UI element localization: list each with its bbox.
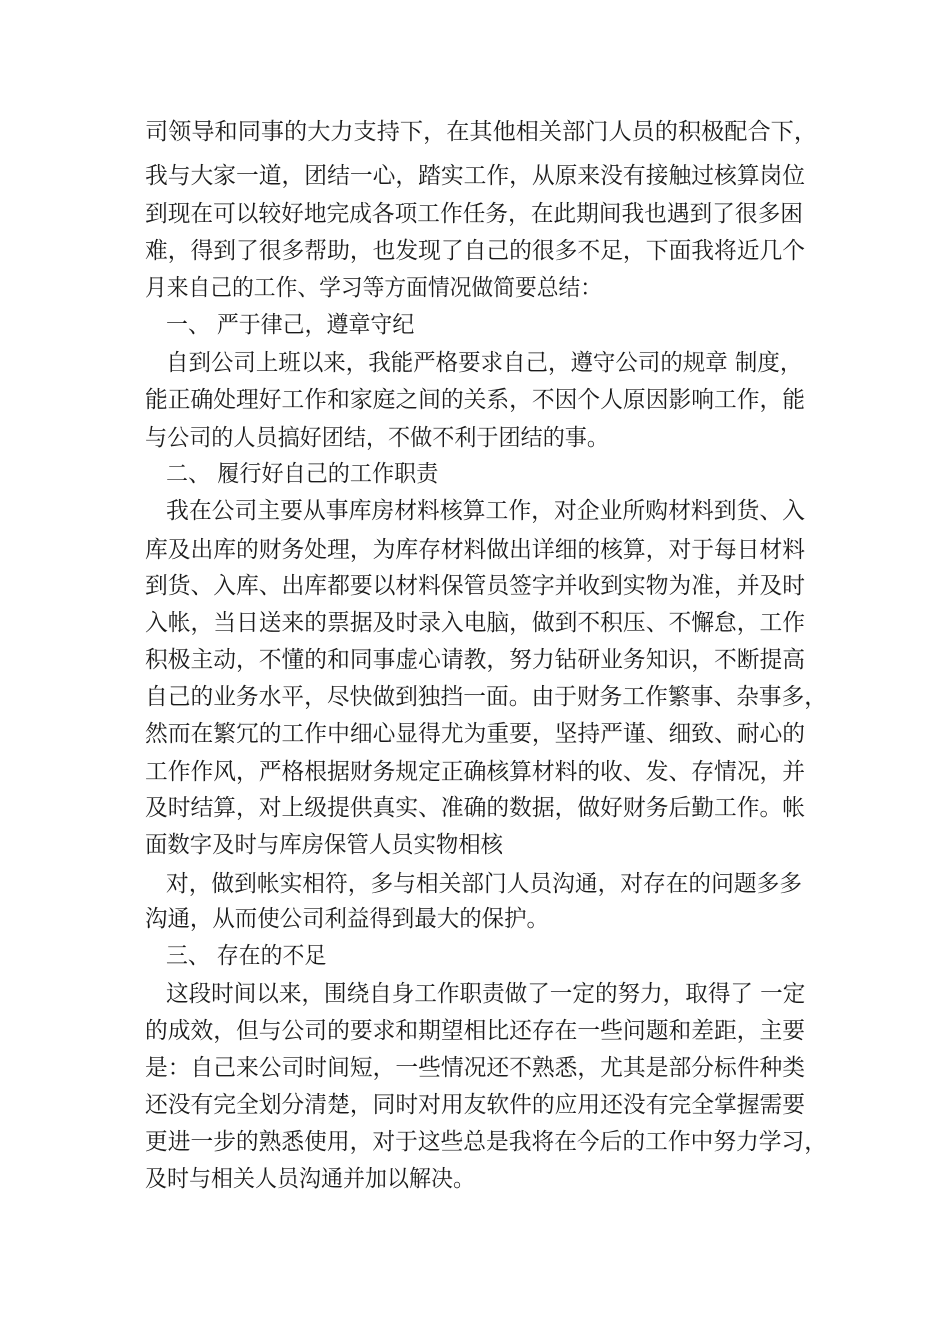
section-heading: 三、 存在的不足: [166, 943, 327, 969]
text-line: 月来自己的工作、学习等方面情况做简要总结：: [145, 275, 602, 301]
text-line: 的成效，但与公司的要求和期望相比还存在一些问题和差距，主要: [145, 1018, 805, 1044]
text-line: 司领导和同事的大力支持下，在其他相关部门人员的积极配合下，: [145, 119, 817, 145]
section-heading: 一、 严于律己，遵章守纪: [166, 312, 415, 338]
text-line: 对，做到帐实相符，多与相关部门人员沟通，对存在的问题多多: [166, 871, 802, 897]
text-line: 能正确处理好工作和家庭之间的关系，不因个人原因影响工作，能: [145, 387, 805, 413]
text-line: 面数字及时与库房保管人员实物相核: [145, 832, 503, 858]
text-line: 更进一步的熟悉使用，对于这些总是我将在今后的工作中努力学习，: [145, 1129, 827, 1155]
text-line: 还没有完全划分清楚，同时对用友软件的应用还没有完全掌握需要: [145, 1092, 805, 1118]
text-line: 是：自己来公司时间短，一些情况还不熟悉，尤其是部分标件种类: [145, 1055, 805, 1081]
text-line: 这段时间以来，围绕自身工作职责做了一定的努力，取得了 一定: [166, 981, 806, 1007]
text-line: 库及出库的财务处理，为库存材料做出详细的核算，对于每日材料: [145, 537, 805, 563]
text-line: 到货、入库、出库都要以材料保管员签字并收到实物为准，并及时: [145, 573, 805, 599]
text-line: 积极主动，不懂的和同事虚心请教，努力钻研业务知识，不断提高: [145, 647, 805, 673]
text-line: 与公司的人员搞好团结，不做不利于团结的事。: [145, 425, 609, 451]
text-line: 我与大家一道，团结一心，踏实工作，从原来没有接触过核算岗位: [145, 163, 805, 189]
text-line: 自到公司上班以来，我能严格要求自己，遵守公司的规章 制度，: [166, 350, 803, 376]
text-line: 工作作风，严格根据财务规定正确核算材料的收、发、存情况，并: [145, 759, 805, 785]
text-line: 及时与相关人员沟通并加以解决。: [145, 1166, 475, 1192]
text-line: 到现在可以较好地完成各项工作任务，在此期间我也遇到了很多困: [145, 201, 803, 227]
section-heading: 二、 履行好自己的工作职责: [166, 461, 439, 487]
text-line: 我在公司主要从事库房材料核算工作，对企业所购材料到货、入: [166, 498, 805, 524]
text-line: 自己的业务水平，尽快做到独挡一面。由于财务工作繁事、杂事多，: [145, 684, 827, 710]
text-line: 入帐，当日送来的票据及时录入电脑，做到不积压、不懈怠，工作: [145, 610, 805, 636]
text-line: 沟通，从而使公司利益得到最大的保护。: [145, 906, 549, 932]
text-line: 及时结算，对上级提供真实、准确的数据，做好财务后勤工作。帐: [145, 795, 805, 821]
text-line: 难，得到了很多帮助，也发现了自己的很多不足，下面我将近几个: [145, 238, 805, 264]
text-line: 然而在繁冗的工作中细心显得尤为重要，坚持严谨、细致、耐心的: [145, 721, 805, 747]
